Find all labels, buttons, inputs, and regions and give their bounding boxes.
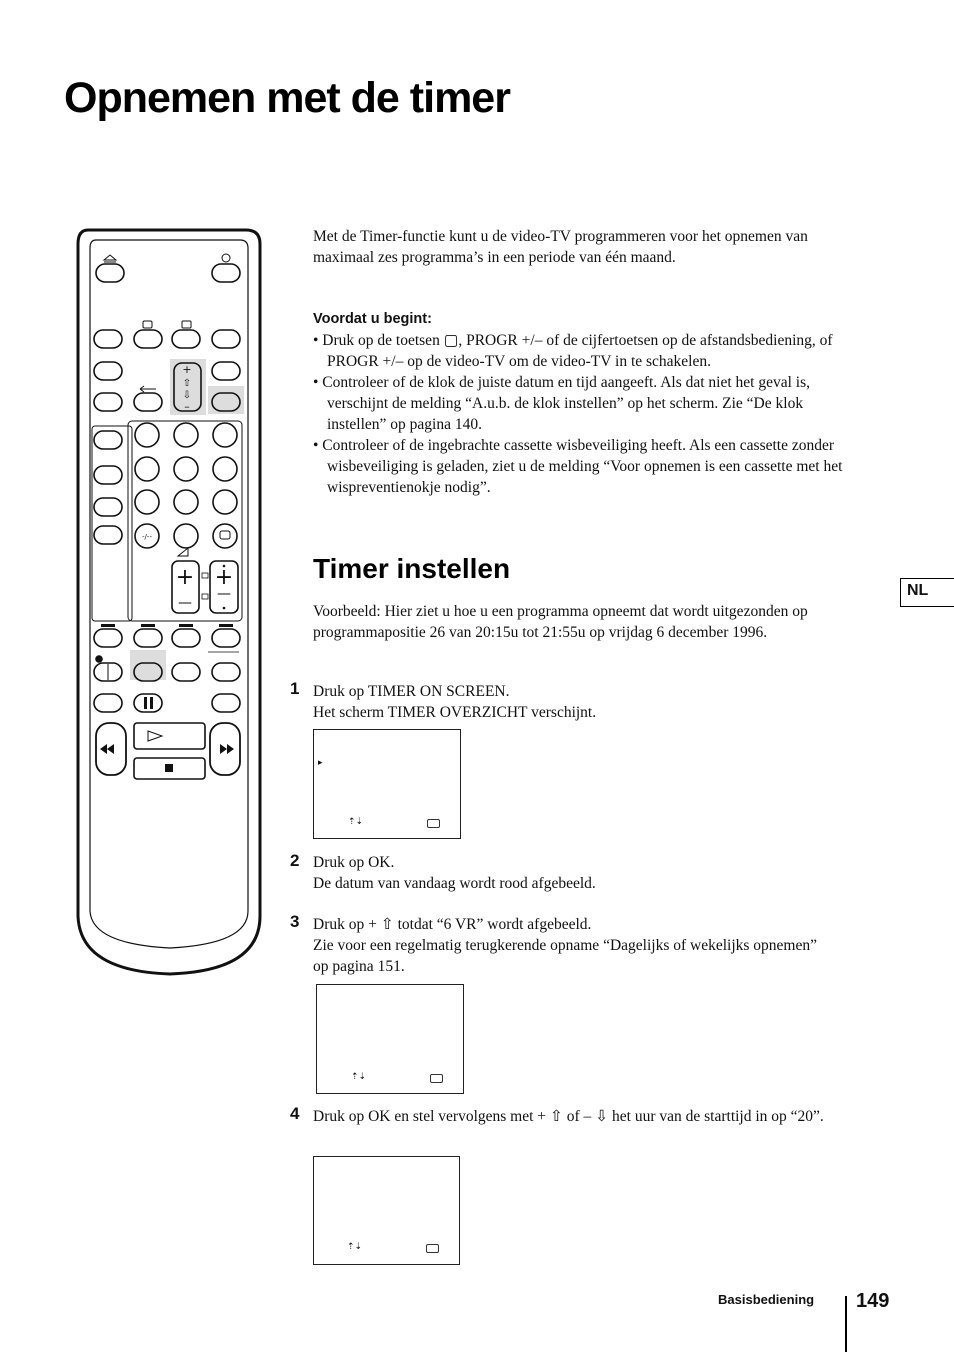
stop-icon xyxy=(165,764,173,772)
before-heading: Voordat u begint: xyxy=(313,311,432,327)
green-button xyxy=(134,629,162,647)
eject-button xyxy=(96,264,124,282)
example-paragraph: Voorbeeld: Hier ziet u hoe u een programma opneemt dat wordt uitgezonden op programmapositie 26 van 20:15u tot 21:55u op vrijdag 6 december 1996. xyxy=(313,603,808,641)
up-down-arrows-icon: ⇡⇣ xyxy=(351,1072,367,1082)
info-icon xyxy=(220,531,230,539)
dash-key-label: -/-- xyxy=(142,533,152,541)
prog-up-arrow-icon: ⇧ xyxy=(182,378,192,389)
side-button-2 xyxy=(94,393,122,411)
key-7 xyxy=(135,490,159,514)
program-dot-bottom xyxy=(223,607,226,610)
step-number: 2 xyxy=(290,851,300,870)
remote-outline xyxy=(78,230,260,974)
key-4 xyxy=(135,457,159,481)
input-button xyxy=(212,330,240,348)
prog-minus-label: – xyxy=(184,400,190,413)
button-row-6-4 xyxy=(212,663,240,681)
fast-forward-icon xyxy=(220,744,234,754)
ok-box-icon xyxy=(426,1244,439,1253)
red-key-marker xyxy=(101,624,115,627)
page-number: 149 xyxy=(856,1290,890,1312)
step-text: Het scherm TIMER OVERZICHT verschijnt. xyxy=(313,704,597,721)
section-title: Timer instellen xyxy=(313,553,511,584)
step-text: Druk op TIMER ON SCREEN. xyxy=(313,683,510,700)
volume-icon xyxy=(178,548,188,556)
right-button-3 xyxy=(212,362,240,380)
tv-icon xyxy=(143,321,152,328)
prerequisite-list xyxy=(313,330,843,498)
volume-minus-label: — xyxy=(178,595,192,611)
small-icon-2 xyxy=(202,594,208,599)
program-minus-label: — xyxy=(217,586,231,602)
button-row-7-3 xyxy=(212,694,240,712)
step-text: Zie voor een regelmatig terugkerende opname “Dagelijks of wekelijks opnemen” op pagina 151. xyxy=(313,937,817,975)
blue-key-marker xyxy=(219,624,233,627)
record-dot-icon xyxy=(96,656,102,662)
rewind-icon xyxy=(100,744,114,754)
page-title: Opnemen met de timer xyxy=(64,74,510,122)
key-info xyxy=(213,524,237,548)
key-1 xyxy=(135,423,159,447)
mute-button xyxy=(94,330,122,348)
page-number-rule xyxy=(845,1296,847,1352)
key-0 xyxy=(174,524,198,548)
step-text: De datum van vandaag wordt rood afgebeeld. xyxy=(313,875,596,892)
step-number: 3 xyxy=(290,912,300,931)
timer-date-screen xyxy=(316,984,464,1094)
teletext-icon xyxy=(182,321,191,328)
power-button xyxy=(212,264,240,282)
yellow-key-marker xyxy=(179,624,193,627)
key-8 xyxy=(174,490,198,514)
left-panel-frame xyxy=(92,426,132,621)
blue-button xyxy=(212,629,240,647)
ok-panel xyxy=(208,386,244,414)
intro-paragraph: Met de Timer-functie kunt u de video-TV programmeren voor het opnemen van maximaal zes programma’s in een periode van één maand. xyxy=(313,228,808,266)
language-tab: NL xyxy=(900,578,954,607)
side-button-1 xyxy=(94,362,122,380)
prog-plus-label: + xyxy=(182,363,192,376)
left-side-button-3 xyxy=(94,498,122,516)
left-side-button-2 xyxy=(94,466,122,484)
ok-box-icon xyxy=(427,819,440,828)
power-icon xyxy=(222,254,230,262)
timer-start-time-screen xyxy=(313,1156,460,1265)
key-9 xyxy=(213,490,237,514)
button-row-7-1 xyxy=(94,694,122,712)
key-5 xyxy=(174,457,198,481)
remote-control-illustration xyxy=(74,226,266,986)
pause-button xyxy=(134,694,162,712)
program-plus-label: + xyxy=(214,565,234,590)
step-text: Druk op OK. xyxy=(313,854,395,871)
yellow-button xyxy=(172,629,200,647)
footer-section-label: Basisbediening xyxy=(718,1292,815,1307)
cursor-icon: ▸ xyxy=(318,758,323,768)
prog-down-arrow-icon: ⇩ xyxy=(182,390,192,401)
timer-overview-screen xyxy=(313,729,461,839)
step-text: Druk op OK en stel vervolgens met + ⇧ of – ⇩ het uur van de starttijd in op “20”. xyxy=(313,1108,824,1125)
back-arrow-icon xyxy=(140,386,156,392)
back-button xyxy=(134,393,162,411)
key-6 xyxy=(213,457,237,481)
volume-plus-label: + xyxy=(175,565,195,590)
play-button xyxy=(134,723,205,749)
key-2 xyxy=(174,423,198,447)
small-icon-1 xyxy=(202,573,208,578)
play-icon xyxy=(148,731,162,741)
teletext-button xyxy=(172,330,200,348)
bullet-item: • Controleer of de ingebrachte cassette wisbeveiliging heeft. Als een cassette zonder wisbeveiliging is geladen, ziet u de melding “Voor opnemen is een cassette met het wispreventienokje nodig”. xyxy=(313,437,843,496)
key-3 xyxy=(213,423,237,447)
up-down-arrows-icon: ⇡⇣ xyxy=(347,1242,363,1252)
pause-bar-1 xyxy=(144,697,147,709)
button-row-6-3 xyxy=(172,663,200,681)
tv-button xyxy=(134,330,162,348)
pause-bar-2 xyxy=(150,697,153,709)
ok-box-icon xyxy=(430,1074,443,1083)
step-number: 1 xyxy=(290,679,300,698)
red-button xyxy=(94,629,122,647)
bullet-item: • Druk op de toetsen ▢, PROGR +/– of de cijfertoetsen op de afstandsbediening, of PROGR +/– op de video-TV om de video-TV in te schakelen. xyxy=(313,332,833,370)
left-side-button-1 xyxy=(94,431,122,449)
step-number: 4 xyxy=(290,1104,300,1123)
left-side-button-4 xyxy=(94,526,122,544)
bullet-item: • Controleer of de klok de juiste datum en tijd aangeeft. Als dat niet het geval is, verschijnt de melding “A.u.b. de klok instellen” op het scherm. Zie “De klok instellen” op pagina 140. xyxy=(313,374,810,433)
up-down-arrows-icon: ⇡⇣ xyxy=(348,817,364,827)
eject-icon xyxy=(104,255,116,262)
step-text: Druk op + ⇧ totdat “6 VR” wordt afgebeeld. xyxy=(313,916,592,933)
green-key-marker xyxy=(141,624,155,627)
